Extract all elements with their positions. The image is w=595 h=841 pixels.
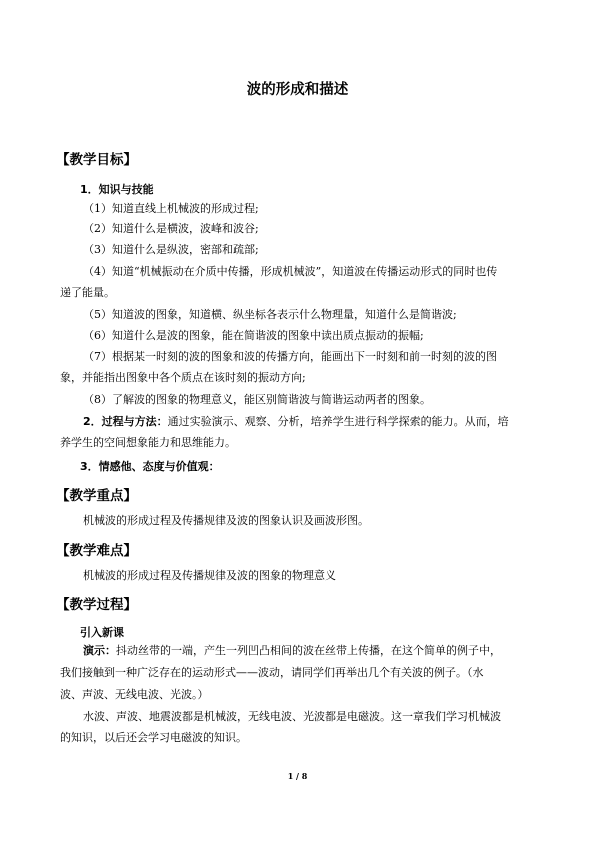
- process-method-cont: 养学生的空间想象能力和思维能力。: [60, 436, 236, 449]
- heading-process: 【教学过程】: [56, 597, 137, 613]
- objective-item-2: （2）知道什么是横波，波峰和波谷;: [83, 222, 259, 235]
- heading-objectives: 【教学目标】: [56, 152, 137, 168]
- objective-item-7: （7）根据某一时刻的波的图象和波的传播方向，能画出下一时刻和前一时刻的波的图: [83, 350, 497, 363]
- objective-item-4: （4）知道“机械振动在介质中传播，形成机械波”，知道波在传播运动形式的同时也传: [83, 265, 498, 278]
- page-number: 1 / 8: [287, 771, 308, 781]
- difficulties-text: 机械波的形成过程及传播规律及波的图象的物理意义: [83, 569, 336, 582]
- objective-item-4-cont: 递了能量。: [60, 286, 115, 299]
- objective-item-6: （6）知道什么是波的图象，能在简谐波的图象中读出质点振动的振幅;: [83, 329, 424, 342]
- demo-label: 演示：: [83, 644, 116, 657]
- subheading-intro: 引入新课: [80, 626, 124, 639]
- key-points-text: 机械波的形成过程及传播规律及波的图象认识及画波形图。: [83, 514, 369, 527]
- paragraph-line-1: 水波、声波、地震波都是机械波，无线电波、光波都是电磁波。这一章我们学习机械波: [83, 710, 501, 723]
- paragraph-line-2: 的知识，以后还会学习电磁波的知识。: [60, 731, 247, 744]
- heading-key-points: 【教学重点】: [56, 488, 137, 504]
- subheading-knowledge-skills: 1．知识与技能: [80, 183, 154, 196]
- demo-text: 抖动丝带的一端，产生一列凹凸相间的波在丝带上传播，在这个简单的例子中，: [116, 644, 501, 657]
- process-method-line: [83, 415, 509, 429]
- demo-line-3: 波、声波、无线电波、光波。）: [60, 688, 209, 701]
- process-method-label: 2．过程与方法：: [83, 415, 168, 428]
- objective-item-1: （1）知道直线上机械波的形成过程;: [83, 202, 259, 215]
- process-method-text: 通过实验演示、观察、分析，培养学生进行科学探索的能力。从而，培: [167, 415, 509, 428]
- objective-item-8: （8）了解波的图象的物理意义，能区别简谐波与简谐运动两者的图象。: [83, 393, 431, 406]
- demo-line-2: 我们接触到一种广泛存在的运动形式——波动，请同学们再举出几个有关波的例子。（水: [60, 666, 484, 679]
- document-title: 波的形成和描述: [246, 82, 349, 98]
- subheading-emotion-values: 3．情感他、态度与价值观：: [80, 460, 220, 473]
- objective-item-5: （5）知道波的图象，知道横、纵坐标各表示什么物理量，知道什么是简谐波;: [83, 308, 457, 321]
- objective-item-7-cont: 象，并能指出图象中各个质点在该时刻的振动方向;: [60, 371, 306, 384]
- heading-difficulties: 【教学难点】: [56, 543, 137, 559]
- objective-item-3: （3）知道什么是纵波，密部和疏部;: [83, 243, 259, 256]
- demo-line-1: [83, 644, 501, 658]
